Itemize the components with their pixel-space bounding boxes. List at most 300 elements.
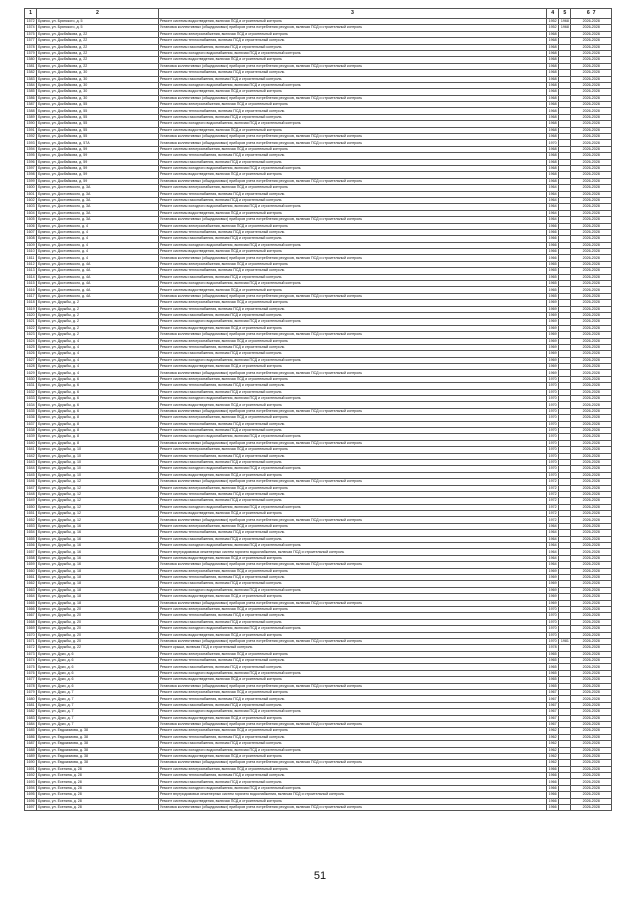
row-year-built: 1965 [547, 261, 559, 267]
row-work: Ремонт системы электроснабжения, включая ПСД и строительный контроль [158, 376, 546, 382]
row-year-built: 1964 [547, 197, 559, 203]
row-period: 2026-2028 [571, 63, 612, 69]
row-number: 1607 [25, 229, 37, 235]
row-work: Ремонт системы теплоснабжения, включая ПСД и строительный контроль [158, 530, 546, 536]
row-work: Ремонт системы холодного водоснабжения, включая ПСД и строительный контроль [158, 82, 546, 88]
row-address: Брянск, ул. Дружбы, д. 6 [37, 389, 159, 395]
row-year-built: 1970 [547, 632, 559, 638]
row-number: 1639 [25, 434, 37, 440]
row-work: Ремонт системы водоотведения, включая ПСД и строительный контроль [158, 249, 546, 255]
row-year-built: 1965 [547, 664, 559, 670]
row-address: Брянск, ул. Дуки, д. 7 [37, 715, 159, 721]
row-year-built: 1969 [547, 300, 559, 306]
row-period: 2026-2028 [571, 191, 612, 197]
row-number: 1586 [25, 95, 37, 101]
row-period: 2026-2028 [571, 741, 612, 747]
row-period: 2026-2028 [571, 319, 612, 325]
row-period: 2026-2028 [571, 364, 612, 370]
row-period: 2026-2028 [571, 638, 612, 644]
row-address: Брянск, ул. Достоевского, д. 3А [37, 197, 159, 203]
row-period: 2026-2028 [571, 555, 612, 561]
row-work: Ремонт системы холодного водоснабжения, включая ПСД и строительный контроль [158, 434, 546, 440]
row-year-built: 1969 [547, 587, 559, 593]
row-period: 2026-2028 [571, 670, 612, 676]
row-year-built: 1962 [547, 728, 559, 734]
row-address: Брянск, ул. Дружбы, д. 6 [37, 402, 159, 408]
row-year-built: 1969 [547, 319, 559, 325]
row-year-built: 1970 [547, 440, 559, 446]
row-address: Брянск, ул. Докбайкова, д. 59 [37, 165, 159, 171]
row-period: 2026-2028 [571, 44, 612, 50]
row-period: 2026-2028 [571, 581, 612, 587]
row-number: 1690 [25, 760, 37, 766]
row-work: Ремонт системы водоотведения, включая ПСД и строительный контроль [158, 127, 546, 133]
row-number: 1673 [25, 651, 37, 657]
row-number: 1668 [25, 619, 37, 625]
row-address: Брянск, ул. Есенина, д. 28 [37, 792, 159, 798]
row-address: Брянск, ул. Дружбы, д. 12 [37, 479, 159, 485]
row-period: 2026-2028 [571, 95, 612, 101]
row-address: Брянск, ул. Дуки, д. 6 [37, 683, 159, 689]
row-number: 1650 [25, 504, 37, 510]
row-period: 2026-2028 [571, 702, 612, 708]
row-address: Брянск, ул. Достоевского, д. 4А [37, 268, 159, 274]
row-year-built: 1965 [547, 670, 559, 676]
row-number: 1598 [25, 172, 37, 178]
row-period: 2026-2028 [571, 568, 612, 574]
row-period: 2026-2028 [571, 523, 612, 529]
row-period: 2026-2028 [571, 389, 612, 395]
row-year-built: 1965 [547, 268, 559, 274]
row-address: Брянск, ул. Докбайкова, д. 30 [37, 95, 159, 101]
row-address: Брянск, ул. Дружбы, д. 6 [37, 383, 159, 389]
row-work: Ремонт системы газоснабжения, включая ПСД и строительный контроль [158, 76, 546, 82]
row-year-built: 1964 [547, 530, 559, 536]
row-year-built: 1969 [547, 568, 559, 574]
row-address: Брянск, ул. Дружбы, д. 2 [37, 300, 159, 306]
row-period: 2026-2028 [571, 89, 612, 95]
row-year-built: 1969 [547, 325, 559, 331]
row-address: Брянск, ул. Докбайкова, д. 55 [37, 127, 159, 133]
row-address: Брянск, ул. Дружбы, д. 16 [37, 530, 159, 536]
row-year-built: 1967 [547, 690, 559, 696]
row-period: 2026-2028 [571, 664, 612, 670]
row-work: Ремонт системы газоснабжения, включая ПСД и строительный контроль [158, 351, 546, 357]
row-number: 1658 [25, 555, 37, 561]
row-address: Брянск, ул. Докбайкова, д. 30 [37, 82, 159, 88]
row-work: Ремонт системы газоснабжения, включая ПСД и строительный контроль [158, 114, 546, 120]
row-period: 2026-2028 [571, 696, 612, 702]
row-number: 1623 [25, 332, 37, 338]
row-year-built: 1969 [547, 344, 559, 350]
row-period: 2026-2028 [571, 396, 612, 402]
row-year-built: 1970 [547, 447, 559, 453]
row-number: 1634 [25, 402, 37, 408]
row-work: Ремонт системы холодного водоснабжения, включая ПСД и строительный контроль [158, 319, 546, 325]
row-work: Ремонт системы электроснабжения, включая ПСД и строительный контроль [158, 690, 546, 696]
row-year-repair: 1968 [559, 25, 571, 31]
row-year-built: 1970 [547, 638, 559, 644]
row-number: 1613 [25, 268, 37, 274]
row-number: 1591 [25, 127, 37, 133]
row-number: 1605 [25, 217, 37, 223]
row-address: Брянск, ул. Дружбы, д. 8 [37, 440, 159, 446]
row-number: 1688 [25, 747, 37, 753]
row-year-built: 1965 [547, 677, 559, 683]
row-year-built: 1969 [547, 581, 559, 587]
row-year-built: 1968 [547, 165, 559, 171]
row-work: Ремонт системы холодного водоснабжения, включая ПСД и строительный контроль [158, 281, 546, 287]
row-year-built: 1970 [547, 389, 559, 395]
row-number: 1577 [25, 38, 37, 44]
row-year-built: 1968 [547, 134, 559, 140]
row-period: 2026-2028 [571, 134, 612, 140]
row-number: 1637 [25, 421, 37, 427]
row-year-built: 1965 [547, 293, 559, 299]
row-number: 1670 [25, 632, 37, 638]
row-address: Брянск, ул. Дружбы, д. 8 [37, 421, 159, 427]
row-period: 2026-2028 [571, 274, 612, 280]
header-cell: 1 [25, 9, 37, 19]
row-work: Ремонт системы водоотведения, включая ПСД и строительный контроль [158, 402, 546, 408]
row-number: 1697 [25, 805, 37, 811]
row-address: Брянск, ул. Докбайкова, д. 30 [37, 89, 159, 95]
row-work: Ремонт системы теплоснабжения, включая ПСД и строительный контроль [158, 421, 546, 427]
row-period: 2026-2028 [571, 31, 612, 37]
row-number: 1582 [25, 70, 37, 76]
row-work: Ремонт системы газоснабжения, включая ПСД и строительный контроль [158, 197, 546, 203]
row-period: 2026-2028 [571, 626, 612, 632]
row-address: Брянск, ул. Докбайкова, д. 30 [37, 70, 159, 76]
row-address: Брянск, ул. Достоевского, д. 4 [37, 255, 159, 261]
row-year-built: 1968 [547, 146, 559, 152]
row-number: 1681 [25, 702, 37, 708]
row-number: 1685 [25, 728, 37, 734]
row-address: Брянск, ул. Дружбы, д. 12 [37, 517, 159, 523]
row-work: Ремонт системы электроснабжения, включая ПСД и строительный контроль [158, 766, 546, 772]
row-work: Ремонт системы электроснабжения, включая ПСД и строительный контроль [158, 185, 546, 191]
row-period: 2026-2028 [571, 734, 612, 740]
row-address: Брянск, ул. Достоевского, д. 4А [37, 274, 159, 280]
row-number: 1587 [25, 102, 37, 108]
row-work: Ремонт системы теплоснабжения, включая ПСД и строительный контроль [158, 108, 546, 114]
row-work: Ремонт системы теплоснабжения, включая ПСД и строительный контроль [158, 306, 546, 312]
row-number: 1692 [25, 773, 37, 779]
row-address: Брянск, ул. Докбайкова, д. 22 [37, 44, 159, 50]
row-work: Ремонт системы теплоснабжения, включая ПСД и строительный контроль [158, 268, 546, 274]
row-year-built: 1965 [547, 683, 559, 689]
row-year-built: 1967 [547, 696, 559, 702]
row-work: Ремонт системы газоснабжения, включая ПСД и строительный контроль [158, 664, 546, 670]
row-address: Брянск, ул. Достоевского, д. 3А [37, 204, 159, 210]
row-work: Установка коллективных (общедомовых) приборов учета потребления ресурсов, включая ПСД и строительный контроль [158, 805, 546, 811]
row-number: 1620 [25, 312, 37, 318]
table-header-row [25, 9, 612, 19]
row-year-built: 1964 [547, 523, 559, 529]
row-number: 1645 [25, 472, 37, 478]
row-work: Установка коллективных (общедомовых) приборов учета потребления ресурсов, включая ПСД и строительный контроль [158, 683, 546, 689]
row-year-built: 1964 [547, 204, 559, 210]
row-address: Брянск, ул. Евдокимова, д. 38 [37, 741, 159, 747]
row-work: Ремонт системы водоотведения, включая ПСД и строительный контроль [158, 364, 546, 370]
row-period: 2026-2028 [571, 721, 612, 727]
row-number: 1617 [25, 293, 37, 299]
row-number: 1618 [25, 300, 37, 306]
row-year-built: 1970 [547, 434, 559, 440]
row-work: Ремонт системы электроснабжения, включая ПСД и строительный контроль [158, 415, 546, 421]
row-work: Ремонт системы газоснабжения, включая ПСД и строительный контроль [158, 236, 546, 242]
row-address: Брянск, ул. Дружбы, д. 12 [37, 511, 159, 517]
row-work: Ремонт системы водоотведения, включая ПСД и строительный контроль [158, 472, 546, 478]
row-year-built: 1966 [547, 223, 559, 229]
row-work: Ремонт системы электроснабжения, включая ПСД и строительный контроль [158, 728, 546, 734]
row-number: 1684 [25, 721, 37, 727]
row-number: 1661 [25, 574, 37, 580]
row-work: Ремонт системы теплоснабжения, включая ПСД и строительный контроль [158, 70, 546, 76]
row-address: Брянск, ул. Дружбы, д. 20 [37, 638, 159, 644]
row-year-built: 1978 [547, 645, 559, 651]
row-number: 1657 [25, 549, 37, 555]
row-number: 1578 [25, 44, 37, 50]
row-number: 1628 [25, 364, 37, 370]
row-work: Ремонт системы теплоснабжения, включая ПСД и строительный контроль [158, 773, 546, 779]
row-period: 2026-2028 [571, 677, 612, 683]
row-work: Ремонт системы водоотведения, включая ПСД и строительный контроль [158, 287, 546, 293]
row-address: Брянск, ул. Дружбы, д. 2 [37, 332, 159, 338]
row-address: Брянск, ул. Достоевского, д. 4 [37, 249, 159, 255]
row-work: Ремонт системы электроснабжения, включая ПСД и строительный контроль [158, 102, 546, 108]
row-year-repair: 1968 [559, 19, 571, 25]
row-period: 2026-2028 [571, 645, 612, 651]
row-work: Ремонт системы теплоснабжения, включая ПСД и строительный контроль [158, 734, 546, 740]
row-year-built: 1966 [547, 249, 559, 255]
row-number: 1667 [25, 613, 37, 619]
row-address: Брянск, ул. Достоевского, д. 3А [37, 217, 159, 223]
row-number: 1638 [25, 428, 37, 434]
row-number: 1596 [25, 159, 37, 165]
row-work: Ремонт системы холодного водоснабжения, включая ПСД и строительный контроль [158, 747, 546, 753]
row-number: 1610 [25, 249, 37, 255]
row-period: 2026-2028 [571, 543, 612, 549]
row-work: Ремонт системы теплоснабжения, включая ПСД и строительный контроль [158, 344, 546, 350]
row-year-built: 1972 [547, 511, 559, 517]
row-work: Ремонт системы холодного водоснабжения, включая ПСД и строительный контроль [158, 242, 546, 248]
row-address: Брянск, ул. Дуки, д. 6 [37, 658, 159, 664]
row-work: Ремонт системы газоснабжения, включая ПСД и строительный контроль [158, 44, 546, 50]
row-year-built: 1968 [547, 31, 559, 37]
row-year-built: 1965 [547, 651, 559, 657]
row-address: Брянск, ул. Дружбы, д. 12 [37, 498, 159, 504]
row-address: Брянск, ул. Дружбы, д. 10 [37, 472, 159, 478]
row-work: Ремонт системы холодного водоснабжения, включая ПСД и строительный контроль [158, 626, 546, 632]
row-work: Установка коллективных (общедомовых) приборов учета потребления ресурсов, включая ПСД и строительный контроль [158, 293, 546, 299]
row-period: 2026-2028 [571, 165, 612, 171]
row-period: 2026-2028 [571, 312, 612, 318]
row-work: Установка коллективных (общедомовых) приборов учета потребления ресурсов, включая ПСД и строительный контроль [158, 217, 546, 223]
row-work: Ремонт системы газоснабжения, включая ПСД и строительный контроль [158, 428, 546, 434]
row-address: Брянск, ул. Достоевского, д. 4 [37, 229, 159, 235]
row-number: 1682 [25, 709, 37, 715]
row-period: 2026-2028 [571, 261, 612, 267]
row-period: 2026-2028 [571, 402, 612, 408]
row-number: 1660 [25, 568, 37, 574]
row-work: Ремонт системы водоотведения, включая ПСД и строительный контроль [158, 19, 546, 25]
row-year-built: 1964 [547, 191, 559, 197]
row-period: 2026-2028 [571, 421, 612, 427]
row-number: 1629 [25, 370, 37, 376]
row-address: Брянск, ул. Дружбы, д. 8 [37, 415, 159, 421]
row-number: 1614 [25, 274, 37, 280]
row-address: Брянск, ул. Дружбы, д. 2 [37, 325, 159, 331]
row-period: 2026-2028 [571, 306, 612, 312]
row-number: 1584 [25, 82, 37, 88]
row-address: Брянск, ул. Достоевского, д. 3А [37, 191, 159, 197]
row-year-built: 1962 [547, 753, 559, 759]
row-year-built: 1964 [547, 536, 559, 542]
row-year-built: 1970 [547, 402, 559, 408]
header-cell: 5 [559, 9, 571, 19]
row-work: Ремонт системы электроснабжения, включая ПСД и строительный контроль [158, 523, 546, 529]
row-year-built: 1964 [547, 217, 559, 223]
row-number: 1686 [25, 734, 37, 740]
row-work: Установка коллективных (общедомовых) приборов учета потребления ресурсов, включая ПСД и строительный контроль [158, 178, 546, 184]
row-year-built: 1970 [547, 421, 559, 427]
row-period: 2026-2028 [571, 242, 612, 248]
row-address: Брянск, ул. Дружбы, д. 20 [37, 619, 159, 625]
table-row [25, 805, 612, 811]
row-period: 2026-2028 [571, 223, 612, 229]
row-year-built: 1969 [547, 370, 559, 376]
row-year-built: 1968 [547, 121, 559, 127]
row-period: 2026-2028 [571, 562, 612, 568]
row-year-built: 1964 [547, 543, 559, 549]
row-year-built: 1970 [547, 376, 559, 382]
row-year-built: 1965 [547, 281, 559, 287]
row-address: Брянск, ул. Дружбы, д. 10 [37, 447, 159, 453]
row-period: 2026-2028 [571, 792, 612, 798]
row-number: 1588 [25, 108, 37, 114]
row-period: 2026-2028 [571, 606, 612, 612]
row-work: Ремонт внутридомовых инженерных систем горячего водоснабжения, включая ПСД и строительный контроль [158, 549, 546, 555]
row-address: Брянск, ул. Дружбы, д. 18 [37, 600, 159, 606]
row-period: 2026-2028 [571, 760, 612, 766]
row-address: Брянск, ул. Есенина, д. 28 [37, 766, 159, 772]
row-period: 2026-2028 [571, 549, 612, 555]
row-number: 1687 [25, 741, 37, 747]
row-work: Ремонт системы водоотведения, включая ПСД и строительный контроль [158, 511, 546, 517]
row-number: 1630 [25, 376, 37, 382]
header-cell-7: 7 [592, 10, 596, 16]
row-address: Брянск, ул. Есенина, д. 28 [37, 773, 159, 779]
row-period: 2026-2028 [571, 530, 612, 536]
row-number: 1651 [25, 511, 37, 517]
row-year-built: 1969 [547, 574, 559, 580]
row-address: Брянск, ул. Дружбы, д. 18 [37, 574, 159, 580]
row-period: 2026-2028 [571, 415, 612, 421]
row-year-built: 1969 [547, 594, 559, 600]
row-work: Ремонт системы теплоснабжения, включая ПСД и строительный контроль [158, 229, 546, 235]
row-period: 2026-2028 [571, 114, 612, 120]
row-year-built: 1966 [547, 229, 559, 235]
row-work: Ремонт системы водоотведения, включая ПСД и строительный контроль [158, 325, 546, 331]
row-number: 1649 [25, 498, 37, 504]
row-number: 1626 [25, 351, 37, 357]
row-work: Ремонт системы водоотведения, включая ПСД и строительный контроль [158, 89, 546, 95]
row-address: Брянск, ул. Докбайкова, д. 22 [37, 63, 159, 69]
row-period: 2026-2028 [571, 683, 612, 689]
row-year-built: 1966 [547, 798, 559, 804]
row-work: Ремонт системы холодного водоснабжения, включая ПСД и строительный контроль [158, 504, 546, 510]
row-work: Установка коллективных (общедомовых) приборов учета потребления ресурсов, включая ПСД и строительный контроль [158, 440, 546, 446]
row-work: Ремонт системы холодного водоснабжения, включая ПСД и строительный контроль [158, 670, 546, 676]
row-number: 1608 [25, 236, 37, 242]
row-address: Брянск, ул. Достоевского, д. 3А [37, 185, 159, 191]
row-period: 2026-2028 [571, 159, 612, 165]
header-cell: 4 [547, 9, 559, 19]
row-work: Ремонт системы электроснабжения, включая ПСД и строительный контроль [158, 300, 546, 306]
row-address: Брянск, ул. Дружбы, д. 22 [37, 645, 159, 651]
row-number: 1593 [25, 140, 37, 146]
row-address: Брянск, ул. Дуки, д. 7 [37, 702, 159, 708]
row-address: Брянск, ул. Дружбы, д. 18 [37, 587, 159, 593]
row-period: 2026-2028 [571, 383, 612, 389]
row-period: 2026-2028 [571, 185, 612, 191]
row-year-built: 1964 [547, 555, 559, 561]
row-year-repair [559, 805, 571, 811]
header-cell: 2 [37, 9, 159, 19]
row-year-built: 1965 [547, 658, 559, 664]
row-work: Установка коллективных (общедомовых) приборов учета потребления ресурсов, включая ПСД и строительный контроль [158, 562, 546, 568]
row-address: Брянск, ул. Дружбы, д. 12 [37, 504, 159, 510]
row-year-built: 1970 [547, 383, 559, 389]
row-period: 2026-2028 [571, 785, 612, 791]
row-number: 1595 [25, 153, 37, 159]
row-address: Брянск, ул. Дуки, д. 7 [37, 721, 159, 727]
row-period: 2026-2028 [571, 690, 612, 696]
row-period: 2026-2028 [571, 779, 612, 785]
row-work: Установка коллективных (общедомовых) приборов учета потребления ресурсов, включая ПСД и строительный контроль [158, 638, 546, 644]
row-period: 2026-2028 [571, 325, 612, 331]
row-number: 1604 [25, 210, 37, 216]
row-period: 2026-2028 [571, 287, 612, 293]
row-work: Ремонт системы электроснабжения, включая ПСД и строительный контроль [158, 261, 546, 267]
row-work: Ремонт системы теплоснабжения, включая ПСД и строительный контроль [158, 658, 546, 664]
row-work: Ремонт системы теплоснабжения, включая ПСД и строительный контроль [158, 38, 546, 44]
row-address: Брянск, ул. Докбайкова, д. 55 [37, 121, 159, 127]
row-work: Установка коллективных (общедомовых) приборов учета потребления ресурсов, включая ПСД и строительный контроль [158, 255, 546, 261]
row-address: Брянск, ул. Докбайкова, д. 57А [37, 140, 159, 146]
row-period: 2026-2028 [571, 491, 612, 497]
row-work: Установка коллективных (общедомовых) приборов учета потребления ресурсов, включая ПСД и строительный контроль [158, 517, 546, 523]
row-period: 2026-2028 [571, 728, 612, 734]
row-work: Ремонт системы холодного водоснабжения, включая ПСД и строительный контроль [158, 785, 546, 791]
row-number: 1606 [25, 223, 37, 229]
row-number: 1581 [25, 63, 37, 69]
row-year-built: 1966 [547, 805, 559, 811]
row-work: Ремонт системы холодного водоснабжения, включая ПСД и строительный контроль [158, 121, 546, 127]
row-period: 2026-2028 [571, 747, 612, 753]
row-period: 2026-2028 [571, 632, 612, 638]
row-period: 2026-2028 [571, 172, 612, 178]
row-number: 1575 [25, 31, 37, 37]
row-number: 1671 [25, 638, 37, 644]
row-number: 1665 [25, 600, 37, 606]
row-address: Брянск, ул. Дружбы, д. 2 [37, 319, 159, 325]
row-period: 2026-2028 [571, 19, 612, 25]
row-address: Брянск, ул. Дуки, д. 6 [37, 670, 159, 676]
row-year-built: 1964 [547, 549, 559, 555]
row-number: 1677 [25, 677, 37, 683]
